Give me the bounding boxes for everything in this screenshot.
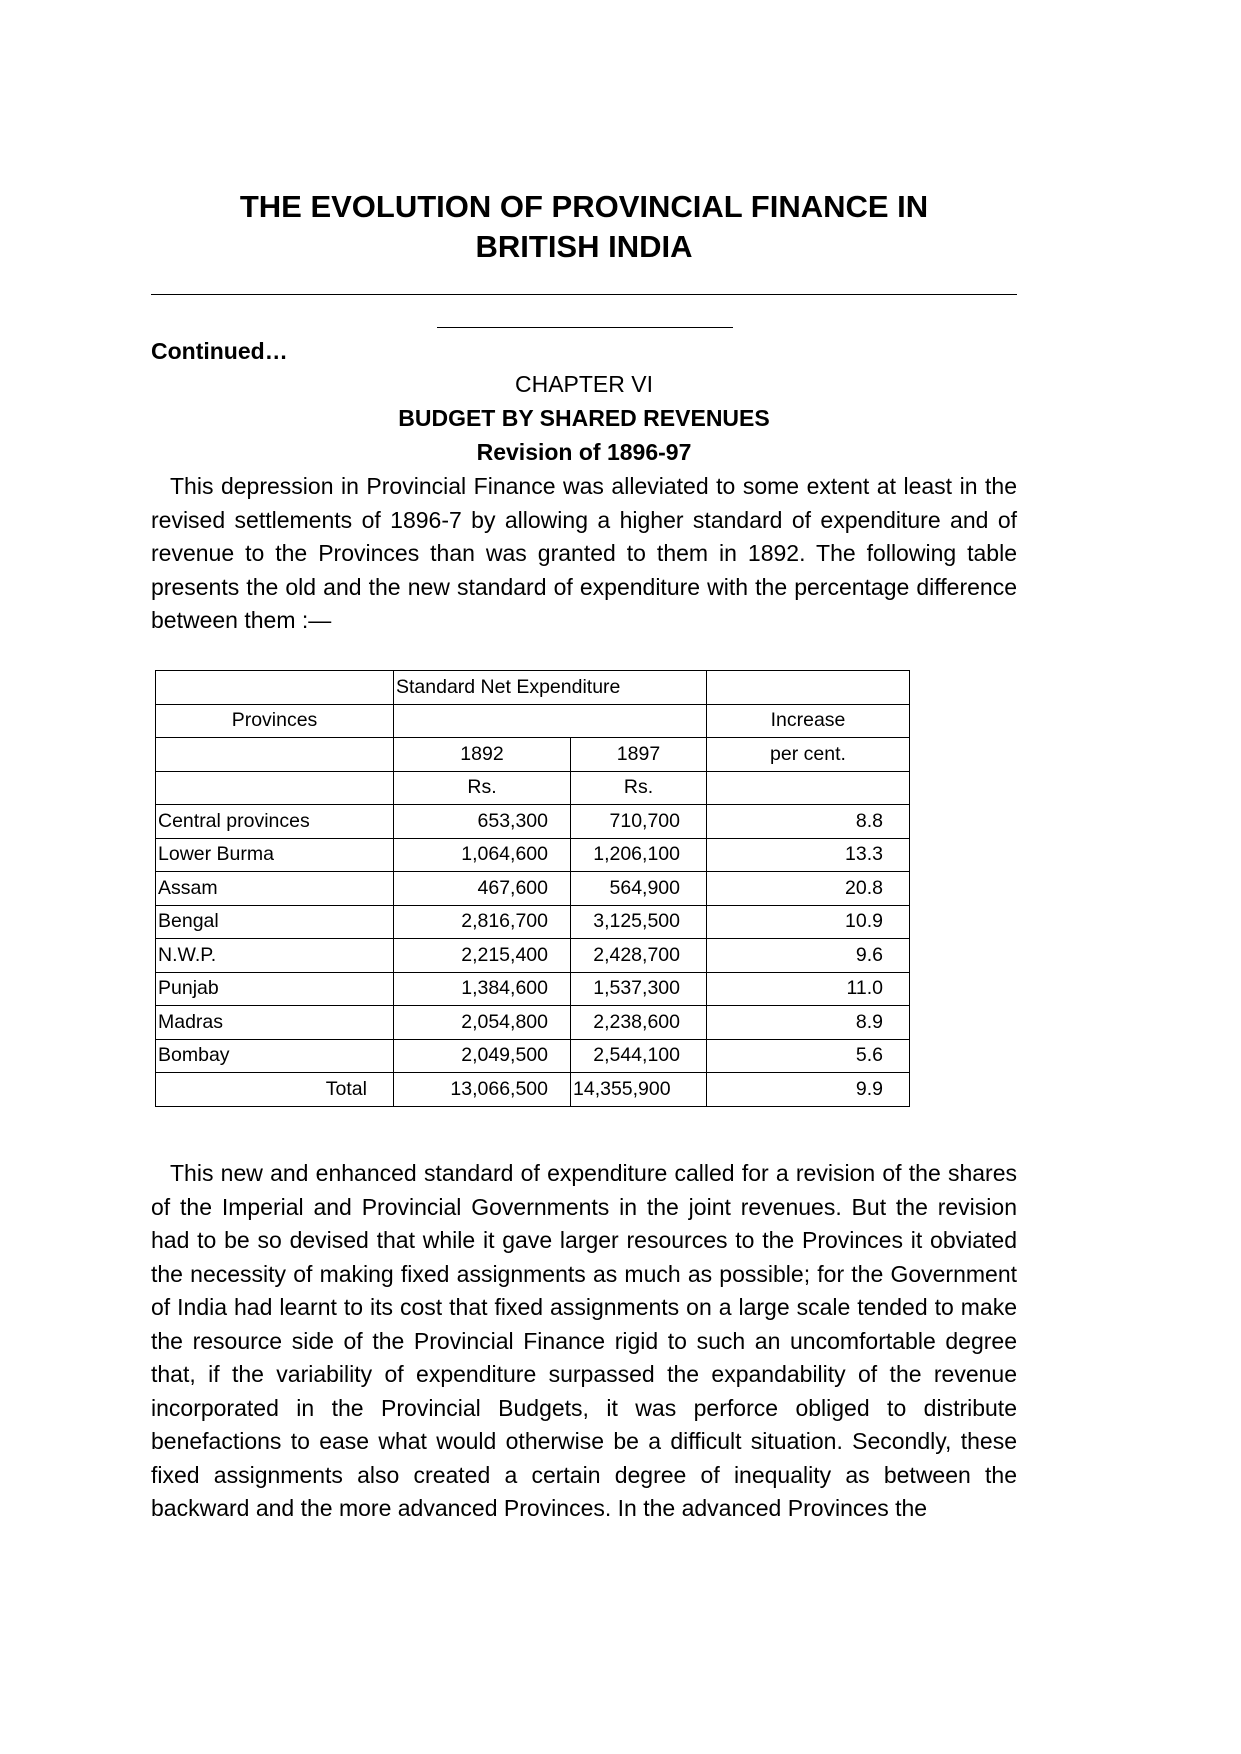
increase-cell: 10.9: [707, 905, 910, 939]
value-1892-cell: 2,816,700: [394, 905, 571, 939]
province-cell: Assam: [156, 872, 394, 906]
total-1897: 14,355,900: [571, 1073, 707, 1107]
increase-cell: 8.9: [707, 1006, 910, 1040]
value-1892-cell: 2,215,400: [394, 939, 571, 973]
table-row: [156, 872, 910, 906]
increase-cell: 8.8: [707, 805, 910, 839]
expenditure-table: [155, 670, 910, 1107]
chapter-label: CHAPTER VI: [514, 371, 654, 397]
value-1897-cell: 1,206,100: [571, 838, 707, 872]
table-header-row: [156, 704, 910, 738]
value-1897-cell: 3,125,500: [571, 905, 707, 939]
col-increase: Increase: [707, 704, 910, 738]
province-cell: Punjab: [156, 972, 394, 1006]
value-1897-cell: 2,544,100: [571, 1039, 707, 1073]
increase-cell: 13.3: [707, 838, 910, 872]
group-header: Standard Net Expenditure: [394, 671, 707, 705]
total-increase: 9.9: [707, 1073, 910, 1107]
section-heading: BUDGET BY SHARED REVENUES: [398, 405, 770, 431]
continued-label: Continued…: [151, 338, 288, 364]
value-1892-cell: 653,300: [394, 805, 571, 839]
table-row: [156, 1039, 910, 1073]
table-row: [156, 805, 910, 839]
province-cell: Central provinces: [156, 805, 394, 839]
section-subheading: Revision of 1896-97: [476, 439, 692, 465]
unit-1897: Rs.: [571, 771, 707, 805]
value-1892-cell: 2,049,500: [394, 1039, 571, 1073]
value-1892-cell: 1,064,600: [394, 838, 571, 872]
increase-cell: 20.8: [707, 872, 910, 906]
value-1897-cell: 1,537,300: [571, 972, 707, 1006]
col-increase-unit: per cent.: [707, 738, 910, 772]
table-row: [156, 905, 910, 939]
value-1892-cell: 1,384,600: [394, 972, 571, 1006]
value-1892-cell: 2,054,800: [394, 1006, 571, 1040]
table-header-row: [156, 738, 910, 772]
col-1897: 1897: [571, 738, 707, 772]
value-1897-cell: 564,900: [571, 872, 707, 906]
title-divider-long: [151, 294, 1017, 295]
value-1897-cell: 2,238,600: [571, 1006, 707, 1040]
title-divider-short: [437, 327, 733, 328]
document-title: THE EVOLUTION OF PROVINCIAL FINANCE IN BRITISH INDIA: [239, 189, 929, 264]
total-label: Total: [156, 1073, 394, 1107]
province-cell: Bengal: [156, 905, 394, 939]
table-row: [156, 1006, 910, 1040]
table-row: [156, 939, 910, 973]
table-total-row: [156, 1073, 910, 1107]
value-1897-cell: 710,700: [571, 805, 707, 839]
value-1892-cell: 467,600: [394, 872, 571, 906]
table-row: [156, 972, 910, 1006]
table-header-row: [156, 771, 910, 805]
table-row: [156, 838, 910, 872]
province-cell: Lower Burma: [156, 838, 394, 872]
value-1897-cell: 2,428,700: [571, 939, 707, 973]
col-provinces: Provinces: [156, 704, 394, 738]
table-body: [156, 805, 910, 1073]
increase-cell: 5.6: [707, 1039, 910, 1073]
paragraph-continuation: This new and enhanced standard of expenditure called for a revision of the shares of the Imperial and Provincial Governments in the joint revenues. But the revision had to be so devised that while it gave larger resources to the Provinces it obviated the necessity of making fixed assignments as much as possible; for the Government of India had learnt to its cost that fixed assignments on a large scale tended to make the resource side of the Provincial Finance rigid to such an uncomfortable degree that, if the variability of expenditure surpassed the expandability of the revenue incorporated in the Provincial Budgets, it was perforce obliged to distribute benefactions to ease what would otherwise be a difficult situation. Secondly, these fixed assignments also created a certain degree of inequality as between the backward and the more advanced Provinces. In the advanced Provinces the: [151, 1160, 1017, 1521]
unit-1892: Rs.: [394, 771, 571, 805]
col-1892: 1892: [394, 738, 571, 772]
province-cell: N.W.P.: [156, 939, 394, 973]
increase-cell: 9.6: [707, 939, 910, 973]
increase-cell: 11.0: [707, 972, 910, 1006]
paragraph-intro: This depression in Provincial Finance was alleviated to some extent at least in the revised settlements of 1896-7 by allowing a higher standard of expenditure and of revenue to the Provinces than was granted to them in 1892. The following table presents the old and the new standard of expenditure with the percentage difference between them :—: [151, 473, 1017, 633]
table-header-row: [156, 671, 910, 705]
total-1892: 13,066,500: [394, 1073, 571, 1107]
province-cell: Bombay: [156, 1039, 394, 1073]
province-cell: Madras: [156, 1006, 394, 1040]
